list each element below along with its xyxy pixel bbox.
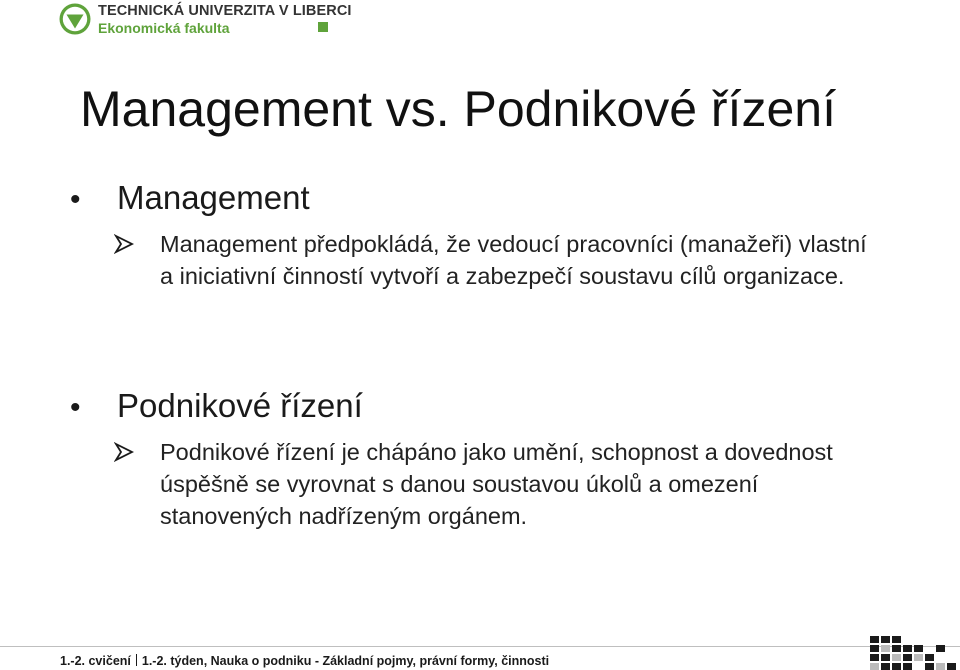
footer-separator: [136, 654, 137, 666]
logo-text: [98, 3, 352, 36]
sub-item-text: Podnikové řízení je chápáno jako umění, schopnost a dovednost úspěšně se vyrovnat s danou soustavou úkolů a omezení stanovených nadřízeným orgánem.: [160, 439, 833, 529]
faculty-name: Ekonomická fakulta: [98, 19, 230, 36]
bullet-dot-icon: •: [70, 391, 81, 424]
university-name: TECHNICKÁ UNIVERZITA V LIBERCI: [98, 2, 352, 19]
bullet-management: [70, 178, 310, 220]
university-logo: [58, 2, 352, 36]
tul-logo-icon: [58, 2, 92, 36]
sub-item-podnikove-rizeni: [114, 436, 880, 532]
slide-title: Management vs. Podnikové řízení: [80, 81, 836, 137]
bullet-heading: Podnikové řízení: [117, 387, 363, 424]
footer-exercise: 1.-2. cvičení: [60, 654, 131, 668]
arrowhead-bullet-icon: [114, 228, 160, 260]
sub-item-management: [114, 228, 880, 292]
footer-divider: [0, 646, 960, 647]
footer-topic: 1.-2. týden, Nauka o podniku - Základní pojmy, právní formy, činnosti: [141, 654, 550, 668]
arrowhead-bullet-icon: [114, 436, 160, 468]
faculty-square-mark: [318, 22, 328, 32]
bullet-dot-icon: •: [70, 183, 81, 216]
footer: [60, 654, 549, 668]
grid-squares-icon: [870, 636, 960, 670]
bullet-heading: Management: [117, 179, 310, 216]
sub-item-text: Management předpokládá, že vedoucí pracovníci (manažeři) vlastní a iniciativní činností vytvoří a zabezpečí soustavu cílů organizace.: [160, 231, 867, 289]
bullet-podnikove-rizeni: [70, 386, 363, 428]
